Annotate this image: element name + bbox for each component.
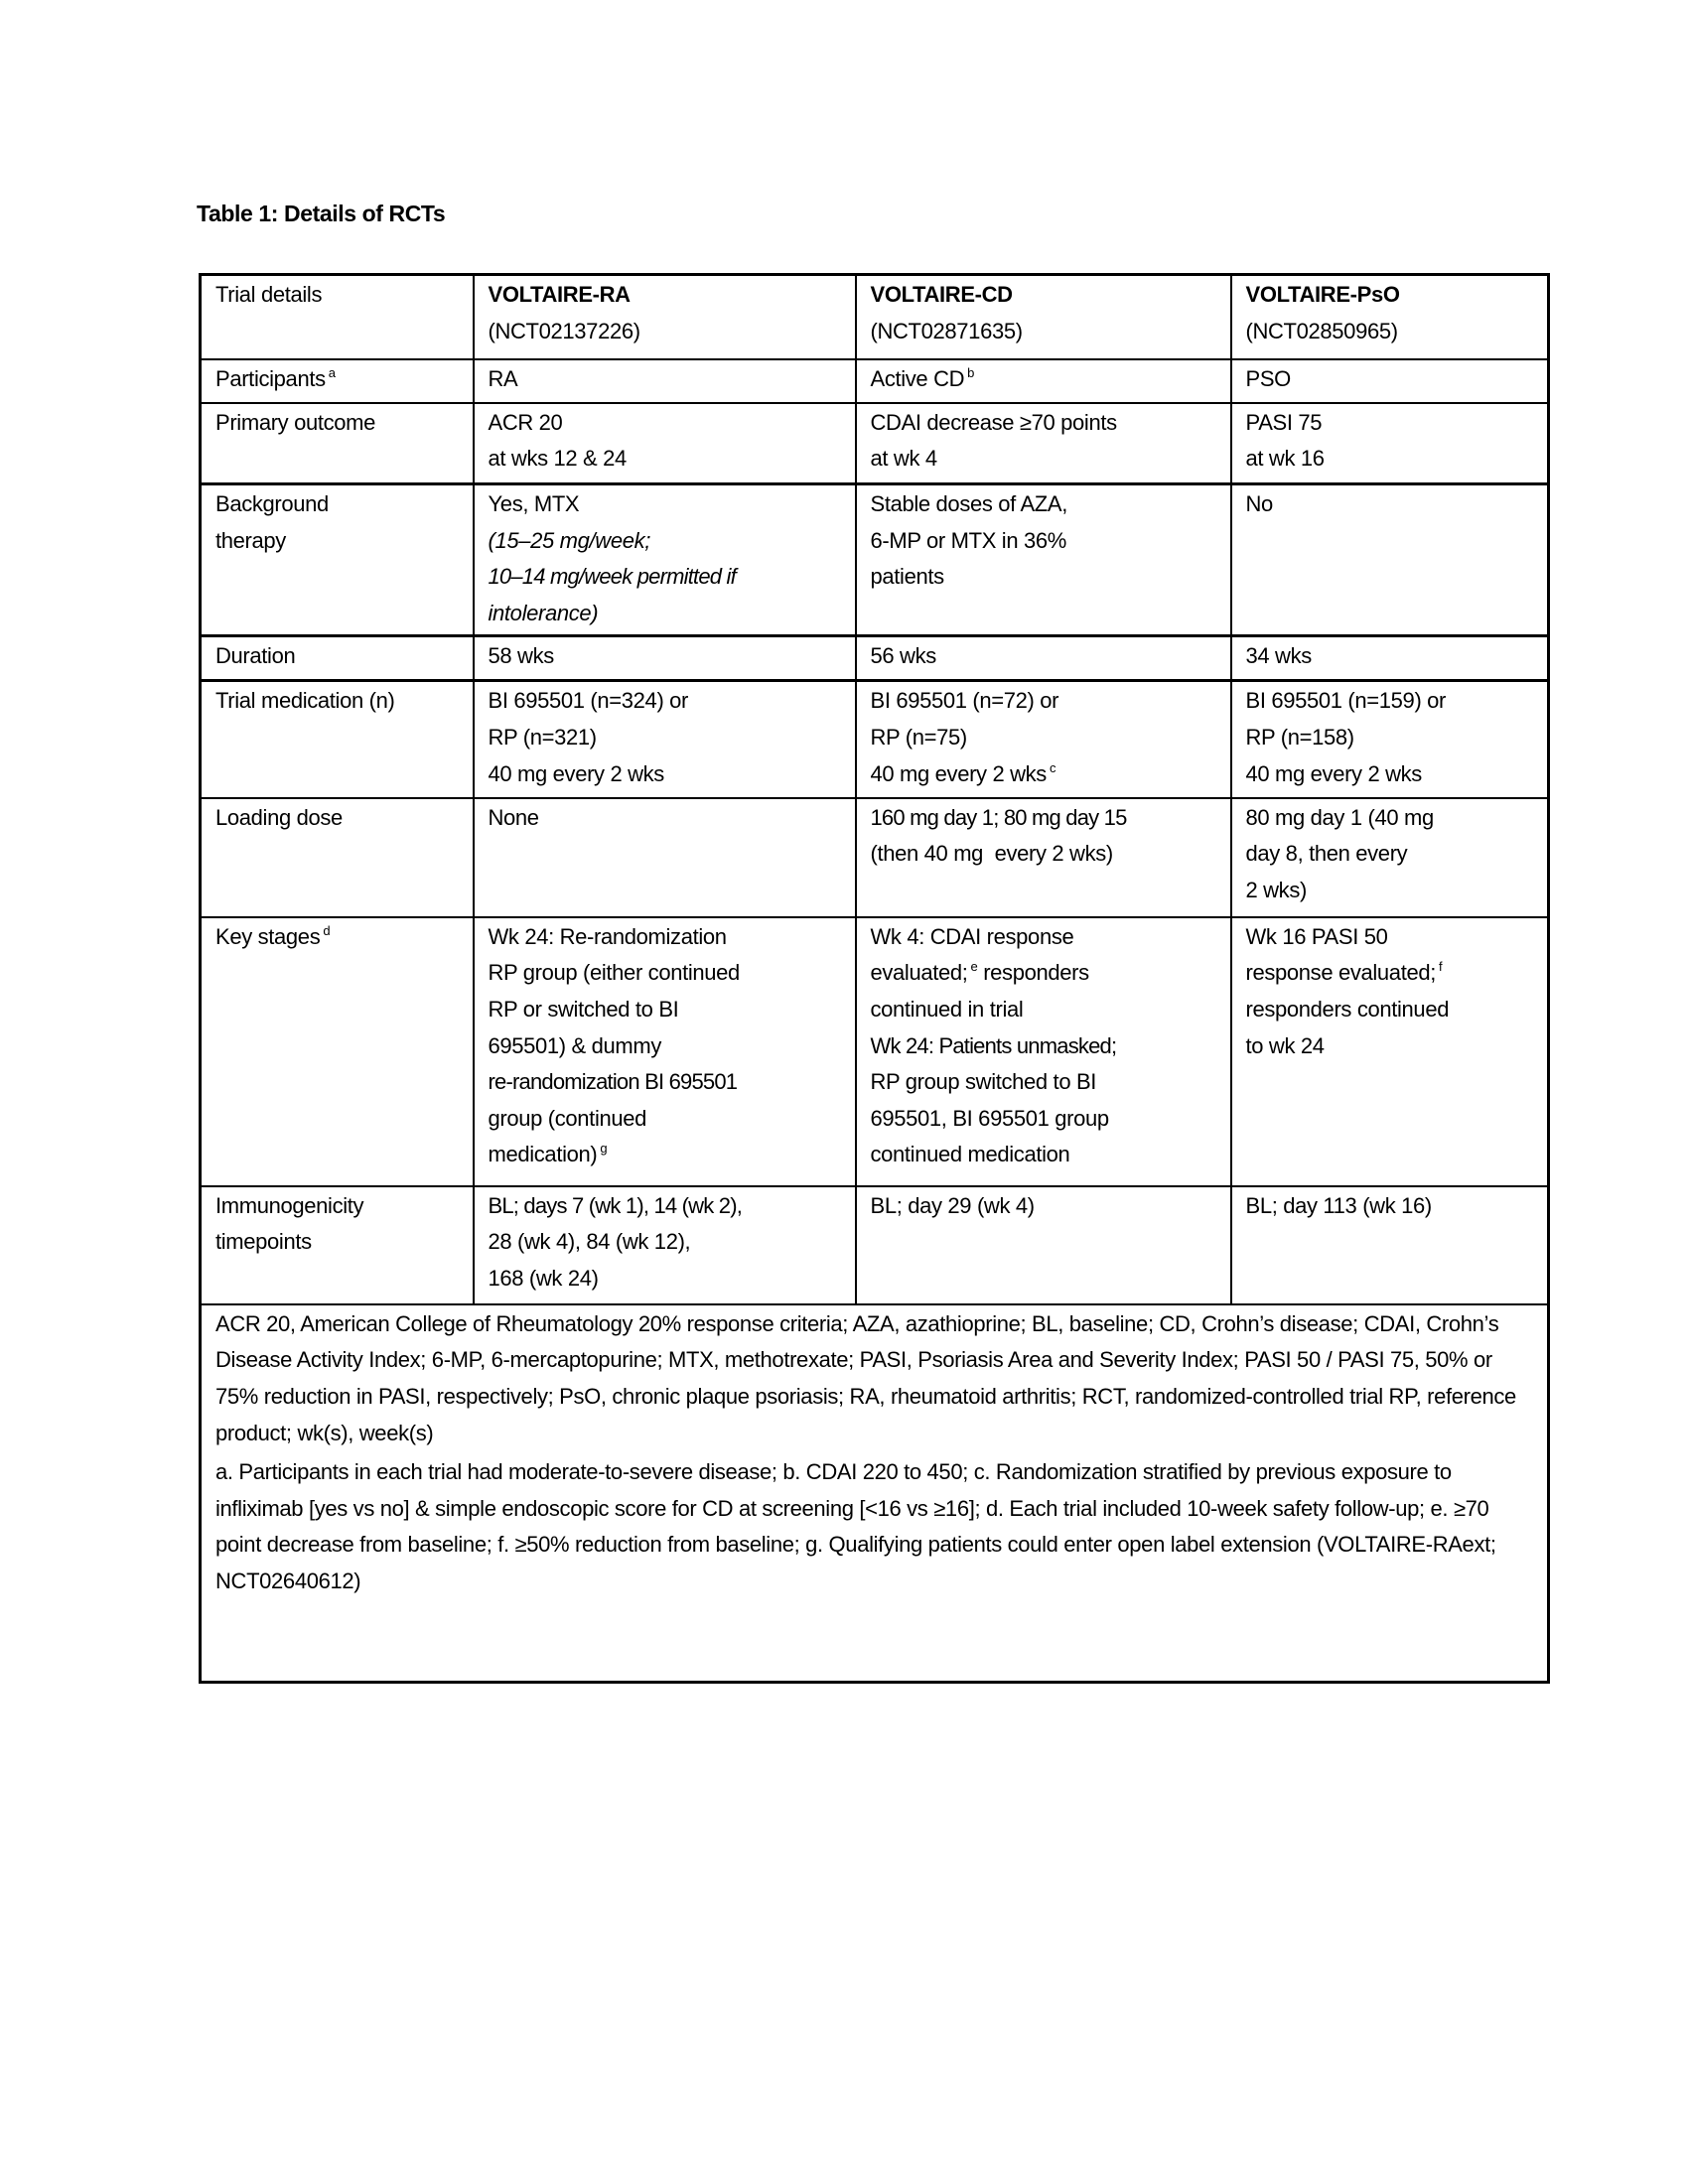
rct-details-table <box>199 273 1550 1684</box>
cell-text: (15–25 mg/week; <box>488 527 651 553</box>
cell-cd <box>856 917 1231 1186</box>
cell-text: PSO <box>1245 365 1291 391</box>
row-label: Duration <box>215 643 296 669</box>
cell-pso <box>1231 681 1549 798</box>
cell-ra <box>474 798 856 917</box>
trial-id-pso: (NCT02850965) <box>1245 318 1398 343</box>
cell-cd <box>856 636 1231 681</box>
cell-text: 168 (wk 24) <box>488 1266 599 1292</box>
cell-text: No <box>1245 491 1273 516</box>
row-label: Key stages <box>215 923 321 949</box>
cell-ra <box>474 636 856 681</box>
cell-text: continued in trial <box>870 997 1024 1023</box>
row-label: Participants <box>215 365 326 391</box>
cell-cd <box>856 359 1231 403</box>
cell-text: 695501) & dummy <box>488 1032 662 1058</box>
cell-text: RA <box>488 365 518 391</box>
table-row-immunogenicity <box>201 1186 1549 1304</box>
cell-text: 40 mg every 2 wks <box>870 760 1047 786</box>
cell-text: 40 mg every 2 wks <box>1245 760 1422 786</box>
footnote-marker: a <box>328 364 336 380</box>
row-label: therapy <box>215 527 286 553</box>
cell-pso <box>1231 403 1549 484</box>
table-header-row <box>201 275 1549 359</box>
cell-text: to wk 24 <box>1245 1032 1325 1058</box>
trial-name-ra: VOLTAIRE-RA <box>488 282 631 307</box>
header-ra-cell <box>474 275 856 359</box>
header-pso-cell <box>1231 275 1549 359</box>
cell-text: medication) <box>488 1142 598 1167</box>
cell-text: re-randomization BI 695501 <box>488 1069 738 1095</box>
row-label-cell <box>201 403 474 484</box>
cell-text: BI 695501 (n=324) or <box>488 688 689 714</box>
cell-text: responders <box>983 960 1089 986</box>
cell-text: RP group switched to BI <box>870 1069 1097 1095</box>
cell-text: 40 mg every 2 wks <box>488 760 664 786</box>
cell-text: RP (n=321) <box>488 724 597 750</box>
cell-text: 160 mg day 1; 80 mg day 15 <box>870 804 1127 830</box>
cell-text: Wk 24: Re-randomization <box>488 923 727 949</box>
abbreviations-note: ACR 20, American College of Rheumatology 20% response criteria; AZA, azathioprine; BL, baseline; CD, Crohn’s disease; CDAI, Crohn’s Disease Activity Index; 6-MP, 6-mercaptopurine; MTX, methotrexate; PASI, Psoriasis Area and Severity Index; PASI 50 / PASI 75, 50% or 75% reduction in PASI, respectively; PsO, chronic plaque psoriasis; RA, rheumatoid arthritis; RCT, randomized-controlled trial RP, reference product; wk(s), week(s) <box>215 1310 1516 1445</box>
cell-text: Yes, MTX <box>488 491 580 516</box>
cell-text: 34 wks <box>1245 643 1312 669</box>
cell-cd <box>856 484 1231 636</box>
cell-text: at wk 4 <box>870 446 937 472</box>
cell-text: RP (n=158) <box>1245 724 1354 750</box>
cell-text: 28 (wk 4), 84 (wk 12), <box>488 1229 691 1255</box>
cell-text: BI 695501 (n=72) or <box>870 688 1059 714</box>
cell-text: (then 40 mg every 2 wks) <box>870 841 1113 867</box>
footnote-marker: b <box>967 364 975 380</box>
row-label: Loading dose <box>215 804 343 830</box>
cell-text: CDAI decrease ≥70 points <box>870 409 1117 435</box>
footnotes-note: a. Participants in each trial had moderate-to-severe disease; b. CDAI 220 to 450; c. Randomization stratified by previous exposure to infliximab [yes vs no] & simple endoscopic score for CD at screening [<16 vs ≥16]; d. Each trial included 10-week safety follow-up; e. ≥70 point decrease from baseline; f. ≥50% reduction from baseline; g. Qualifying patients could enter open label extension (VOLTAIRE-RAext; NCT02640612) <box>215 1459 1496 1594</box>
cell-pso <box>1231 1186 1549 1304</box>
row-label: Immunogenicity <box>215 1192 364 1218</box>
cell-ra <box>474 484 856 636</box>
cell-text: Wk 16 PASI 50 <box>1245 923 1388 949</box>
cell-ra <box>474 359 856 403</box>
cell-pso <box>1231 359 1549 403</box>
cell-ra <box>474 917 856 1186</box>
cell-text: BL; days 7 (wk 1), 14 (wk 2), <box>488 1192 743 1218</box>
cell-cd <box>856 798 1231 917</box>
cell-text: 80 mg day 1 (40 mg <box>1245 804 1434 830</box>
cell-text: at wk 16 <box>1245 446 1325 472</box>
trial-id-ra: (NCT02137226) <box>488 318 640 343</box>
footnote-marker: g <box>600 1141 608 1157</box>
cell-text: patients <box>870 564 944 590</box>
cell-text: Stable doses of AZA, <box>870 491 1067 516</box>
row-label: Trial medication (n) <box>215 688 395 714</box>
cell-ra <box>474 1186 856 1304</box>
table-title: Table 1: Details of RCTs <box>197 201 446 226</box>
cell-text: RP (n=75) <box>870 724 967 750</box>
trial-name-pso: VOLTAIRE-PsO <box>1245 282 1400 307</box>
cell-cd <box>856 403 1231 484</box>
table-row-duration <box>201 636 1549 681</box>
trial-name-cd: VOLTAIRE-CD <box>870 282 1013 307</box>
row-label-cell <box>201 636 474 681</box>
cell-text: group (continued <box>488 1105 647 1131</box>
cell-text: Wk 4: CDAI response <box>870 923 1074 949</box>
footnote-marker: e <box>970 959 978 975</box>
cell-text: None <box>488 804 539 830</box>
cell-text: RP or switched to BI <box>488 997 679 1023</box>
header-label: Trial details <box>215 282 323 307</box>
trial-id-cd: (NCT02871635) <box>870 318 1023 343</box>
footnote-marker: d <box>323 922 331 938</box>
row-label-cell <box>201 681 474 798</box>
table-row-participants <box>201 359 1549 403</box>
cell-text: intolerance) <box>488 600 599 625</box>
cell-text: continued medication <box>870 1142 1070 1167</box>
cell-text: 56 wks <box>870 643 936 669</box>
footnote-marker: c <box>1049 759 1056 775</box>
cell-text: Wk 24: Patients unmasked; <box>870 1032 1117 1058</box>
cell-text: 2 wks) <box>1245 878 1307 903</box>
table-row-background-therapy <box>201 484 1549 636</box>
cell-text: PASI 75 <box>1245 409 1323 435</box>
row-label-cell <box>201 359 474 403</box>
cell-text: day 8, then every <box>1245 841 1408 867</box>
cell-text: 10–14 mg/week permitted if <box>488 564 736 590</box>
cell-cd <box>856 681 1231 798</box>
cell-text: response evaluated; <box>1245 960 1436 986</box>
row-label-cell <box>201 917 474 1186</box>
row-label-cell <box>201 1186 474 1304</box>
cell-pso <box>1231 636 1549 681</box>
header-cd-cell <box>856 275 1231 359</box>
table-row-loading-dose <box>201 798 1549 917</box>
footnote-marker: f <box>1439 959 1443 975</box>
cell-text: BI 695501 (n=159) or <box>1245 688 1447 714</box>
cell-text: 6-MP or MTX in 36% <box>870 527 1066 553</box>
table-row-key-stages <box>201 917 1549 1186</box>
cell-pso <box>1231 798 1549 917</box>
table-notes-row <box>201 1304 1549 1683</box>
table-row-trial-medication <box>201 681 1549 798</box>
table-notes-cell <box>201 1304 1549 1683</box>
cell-text: 58 wks <box>488 643 554 669</box>
cell-text: 695501, BI 695501 group <box>870 1105 1109 1131</box>
cell-ra <box>474 681 856 798</box>
table-row-primary-outcome <box>201 403 1549 484</box>
row-label: Primary outcome <box>215 409 376 435</box>
cell-cd <box>856 1186 1231 1304</box>
cell-pso <box>1231 917 1549 1186</box>
cell-text: Active CD <box>870 365 965 391</box>
cell-text: at wks 12 & 24 <box>488 446 627 472</box>
row-label: Background <box>215 491 329 516</box>
cell-text: BL; day 29 (wk 4) <box>870 1192 1035 1218</box>
cell-pso <box>1231 484 1549 636</box>
cell-text: evaluated; <box>870 960 968 986</box>
row-label: timepoints <box>215 1229 312 1255</box>
row-label-cell <box>201 798 474 917</box>
cell-text: ACR 20 <box>488 409 563 435</box>
cell-text: RP group (either continued <box>488 960 740 986</box>
header-label-cell <box>201 275 474 359</box>
cell-text: BL; day 113 (wk 16) <box>1245 1192 1432 1218</box>
cell-ra <box>474 403 856 484</box>
row-label-cell <box>201 484 474 636</box>
cell-text: responders continued <box>1245 997 1450 1023</box>
